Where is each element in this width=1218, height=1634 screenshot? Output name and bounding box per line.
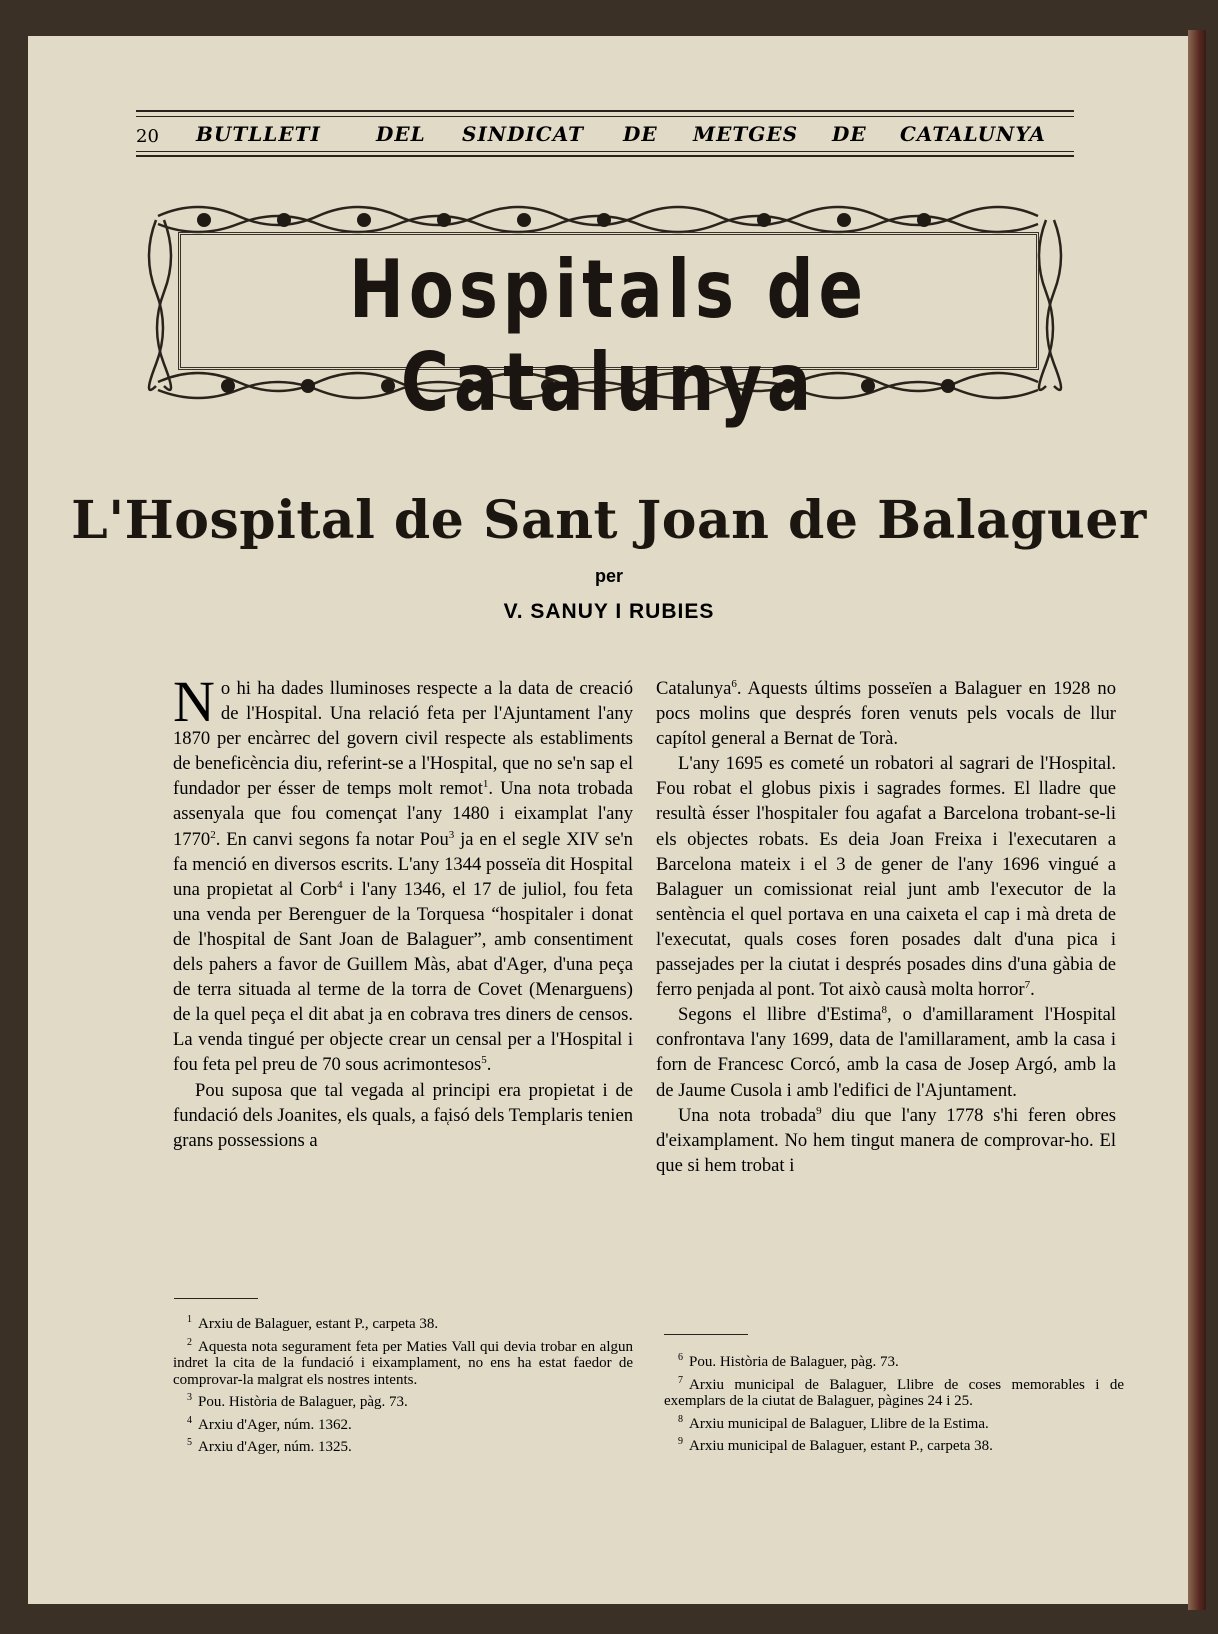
- footnote-number: 4: [187, 1414, 192, 1426]
- byline-prefix: per: [594, 566, 623, 586]
- paragraph: [656, 1103, 1116, 1178]
- text-run: Catalunya: [656, 678, 732, 699]
- footnote: [173, 1312, 633, 1333]
- footnote: [664, 1434, 1124, 1455]
- footnote-ref: 9: [816, 1104, 822, 1117]
- footnote-text: Aquesta nota segurament feta per Maties Vall qui devia trobar en algun indret la cita de la fundació i eixamplament, no ens ha estat faedor de comprovar-la malgrat els nostres intents.: [173, 1338, 633, 1388]
- drop-cap: N: [173, 669, 215, 734]
- text-run: o hi ha dades lluminoses respecte a la data de creació de l'Hospital. Una relació feta per l'Ajuntament l'any 1870 per encàrrec del govern civil respecte als establiments de beneficència diu, referint-se a l'Hospital, que no se'n sap el fundador per ésser de temps molt remot: [173, 678, 633, 800]
- footnote-text: Arxiu municipal de Balaguer, Llibre de coses memorables i de exemplars de la ciutat de Balaguer, pàgines 24 i 25.: [664, 1376, 1124, 1409]
- text-run: Una nota trobada: [678, 1104, 817, 1126]
- footnote-text: Arxiu d'Ager, núm. 1362.: [198, 1416, 352, 1433]
- footnote-ref: 8: [881, 1004, 887, 1017]
- text-run: diu que l'any 1778 s'hi feren obres d'eixamplament. No hem tingut manera de comprovar-ho. El que si hem trobat i: [656, 1104, 1116, 1176]
- footnote-number: 8: [678, 1413, 683, 1425]
- footnote-rule-right: [664, 1334, 748, 1335]
- footnote: [173, 1435, 633, 1456]
- footnote: [664, 1350, 1124, 1371]
- header-rule-bottom: [136, 155, 1074, 157]
- header-word: DE: [832, 122, 867, 146]
- footnote-text: Arxiu municipal de Balaguer, Llibre de la Estima.: [689, 1415, 989, 1432]
- text-run: i l'any 1346, el 17 de juliol, fou feta una venda per Berenguer de la Torquesa “hospitaler i donat de l'hospital de Sant Joan de Balaguer”, amb consentiment dels pahers a favor de Guillem Màs, abat d'Ager, d'una peça de terra situada al terme de la torra de Covet (Menarguens) de la quel peça el dit abat ja en cobrava tres diners de censos. La venda tingué per objecte crear un censal per a l'Hospital i fou feta pel preu de 70 sous acrimontesos: [173, 878, 633, 1076]
- footnote-text: Arxiu municipal de Balaguer, estant P., carpeta 38.: [689, 1438, 993, 1454]
- header-word: DE: [623, 122, 658, 146]
- paragraph: Pou suposa que tal vegada al principi era propietat i de fundació dels Joanites, els quals, a fa̜isó dels Templaris tenien grans possessions a: [173, 1079, 633, 1151]
- header-word: BUTLLETI: [196, 122, 321, 146]
- paragraph: [173, 669, 633, 1078]
- header-word: CATALUNYA: [900, 122, 1046, 146]
- book-spine: [1188, 30, 1206, 1610]
- footnote-number: 7: [678, 1374, 683, 1386]
- text-run: . Aquests últims posseïen a Balaguer en 1928 no pocs molins que després foren venuts pels vocals de llur capítol general a Bernat de Torà.: [656, 678, 1116, 750]
- footnote-ref: 3: [448, 828, 455, 841]
- footnote-ref: 6: [731, 677, 737, 690]
- footnote-ref: 1: [482, 778, 489, 791]
- footnote-ref: 5: [481, 1054, 487, 1067]
- header-rule-top: [136, 110, 1074, 112]
- footnote-ref: 7: [1024, 978, 1031, 991]
- footnote-number: 1: [187, 1314, 192, 1325]
- footnote-text: Arxiu d'Ager, núm. 1325.: [198, 1439, 352, 1455]
- paragraph: [656, 676, 1116, 751]
- column-right: [656, 676, 1116, 1178]
- text-run: , o d'amillarament l'Hospital confrontava l'any 1699, data de l'amillarament, amb la casa i forn de Francesc Corcó, amb la casa de Josep Argó, amb la de Jaume Cusola i amb l'edifici de l'Ajuntament.: [656, 1004, 1116, 1101]
- text-run: Segons el llibre d'Estima: [678, 1004, 882, 1026]
- footnote-number: 3: [187, 1392, 192, 1403]
- footnote-text: Pou. Història de Balaguer, pàg. 73.: [198, 1394, 408, 1410]
- section-title: Hospitals de Catalunya: [349, 243, 868, 429]
- footnote: [664, 1373, 1124, 1410]
- header-rule-bottom-thin: [136, 151, 1074, 152]
- footnote-rule-left: [174, 1298, 258, 1299]
- section-banner: [138, 196, 1073, 429]
- footnote: [173, 1413, 633, 1434]
- footnote-number: 9: [678, 1436, 683, 1447]
- page-number: 20: [136, 126, 159, 147]
- footnote: [173, 1390, 633, 1411]
- header-word: DEL: [376, 122, 426, 146]
- text-run: .: [1030, 979, 1035, 1001]
- header-word: METGES: [693, 122, 799, 146]
- article-title: L'Hospital de Sant Joan de Balaguer: [71, 490, 1147, 551]
- footnote-text: Pou. Història de Balaguer, pàg. 73.: [689, 1354, 899, 1370]
- footnotes-right: [664, 1350, 1124, 1457]
- text-run: ja en el segle XIV se'n fa menció en diversos escrits. L'any 1344 posseïa dit Hospital una propietat al Corb: [173, 828, 633, 900]
- footnote-ref: 4: [337, 878, 343, 891]
- column-left: [173, 669, 633, 1153]
- footnote: [173, 1335, 633, 1389]
- footnote-text: Arxiu de Balaguer, estant P., carpeta 38.: [198, 1316, 439, 1332]
- footnotes-left: [173, 1312, 633, 1458]
- footnote-number: 5: [187, 1437, 192, 1448]
- article-author: V. SANUY I RUBIES: [503, 600, 715, 623]
- header-rule-top-thin: [136, 116, 1074, 117]
- header-word: SINDICAT: [462, 122, 585, 146]
- text-run: L'any 1695 es cometé un robatori al sagrari de l'Hospital. Fou robat el globus pixis i sagrades formes. El lladre que resultà ésser l'hospitaler fou agafat a Barcelona trobant-se-li els objectes robats. Es deia Joan Freixa i l'executaren a Barcelona mateix i el 3 de gener de l'any 1696 vingué a Balaguer un comissionat reial junt amb l'executor de la sentència el quel portava en una caixeta el cap i mà dreta de l'executat, quals coses foren posades dalt d'una pica i passejades per la ciutat i després posades dins d'una gàbia de ferro penjada al pont. Tot això causà molta horror: [656, 753, 1116, 1001]
- paragraph: [656, 1002, 1116, 1102]
- running-header: [136, 120, 1074, 150]
- text-run: . Una nota trobada assenyala que fou començat l'any 1480 i eixamplat l'any 1770: [173, 778, 633, 850]
- banner-frame: [178, 232, 1039, 429]
- footnote-number: 2: [187, 1336, 192, 1348]
- text-run: .: [486, 1054, 492, 1076]
- paragraph: [656, 751, 1116, 1002]
- footnote-number: 6: [678, 1352, 683, 1363]
- footnote: [664, 1412, 1124, 1433]
- footnote-ref: 2: [210, 828, 216, 841]
- text-run: . En canvi segons fa notar Pou: [215, 828, 449, 850]
